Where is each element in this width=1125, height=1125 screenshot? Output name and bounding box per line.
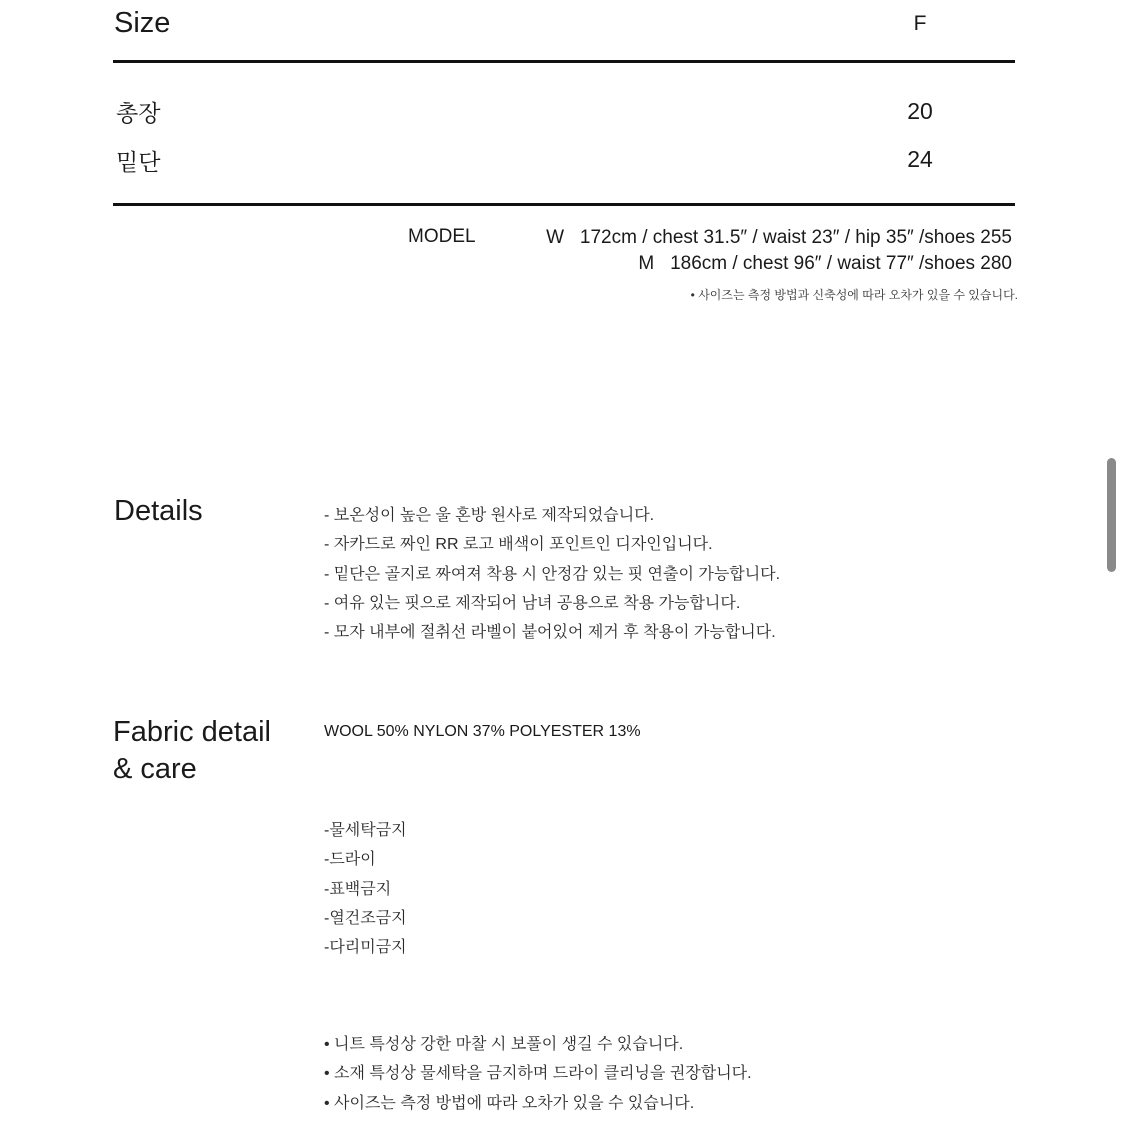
row-value: 24 [907, 146, 933, 172]
model-label: MODEL [408, 226, 476, 247]
size-note: • 사이즈는 측정 방법과 신축성에 따라 오차가 있을 수 있습니다. [690, 288, 1018, 302]
size-header-value: F [913, 12, 927, 35]
fabric-title-care: & care [113, 753, 197, 785]
size-header-label: Size [114, 7, 171, 39]
detail-item: - 밑단은 골지로 짜여져 착용 시 안정감 있는 핏 연출이 가능합니다. [324, 565, 781, 583]
care-note: • 사이즈는 측정 방법에 따라 오차가 있을 수 있습니다. [324, 1094, 695, 1112]
fabric-title: Fabric detail [113, 716, 271, 748]
row-value: 20 [907, 98, 933, 124]
care-note: • 소재 특성상 물세탁을 금지하며 드라이 클리닝을 권장합니다. [324, 1065, 752, 1083]
detail-item: - 보온성이 높은 울 혼방 원사로 제작되었습니다. [324, 507, 655, 524]
model-men: M 186cm / chest 96″ / waist 77″ /shoes 280 [638, 253, 1012, 274]
detail-item: - 여유 있는 핏으로 제작되어 남녀 공용으로 착용 가능합니다. [324, 594, 741, 612]
detail-item: - 모자 내부에 절취선 라벨이 붙어있어 제거 후 착용이 가능합니다. [324, 624, 776, 642]
care-item: -표백금지 [324, 880, 392, 898]
care-item: -드라이 [324, 851, 376, 869]
row-label: 밑단 [116, 149, 161, 175]
details-title: Details [114, 495, 203, 527]
care-item: -열건조금지 [324, 909, 407, 927]
model-women: W 172cm / chest 31.5″ / waist 23″ / hip 35″ /shoes 255 [546, 227, 1012, 248]
care-note: • 니트 특성상 강한 마찰 시 보풀이 생길 수 있습니다. [324, 1036, 684, 1053]
fabric-composition: WOOL 50% NYLON 37% POLYESTER 13% [324, 723, 641, 740]
care-item: -물세탁금지 [324, 822, 407, 839]
detail-item: - 자카드로 짜인 RR 로고 배색이 포인트인 디자인입니다. [324, 536, 713, 554]
care-item: -다리미금지 [324, 939, 407, 957]
divider [113, 203, 1015, 206]
divider [113, 60, 1015, 63]
row-label: 총장 [116, 100, 161, 126]
scrollbar-thumb[interactable] [1107, 458, 1116, 572]
